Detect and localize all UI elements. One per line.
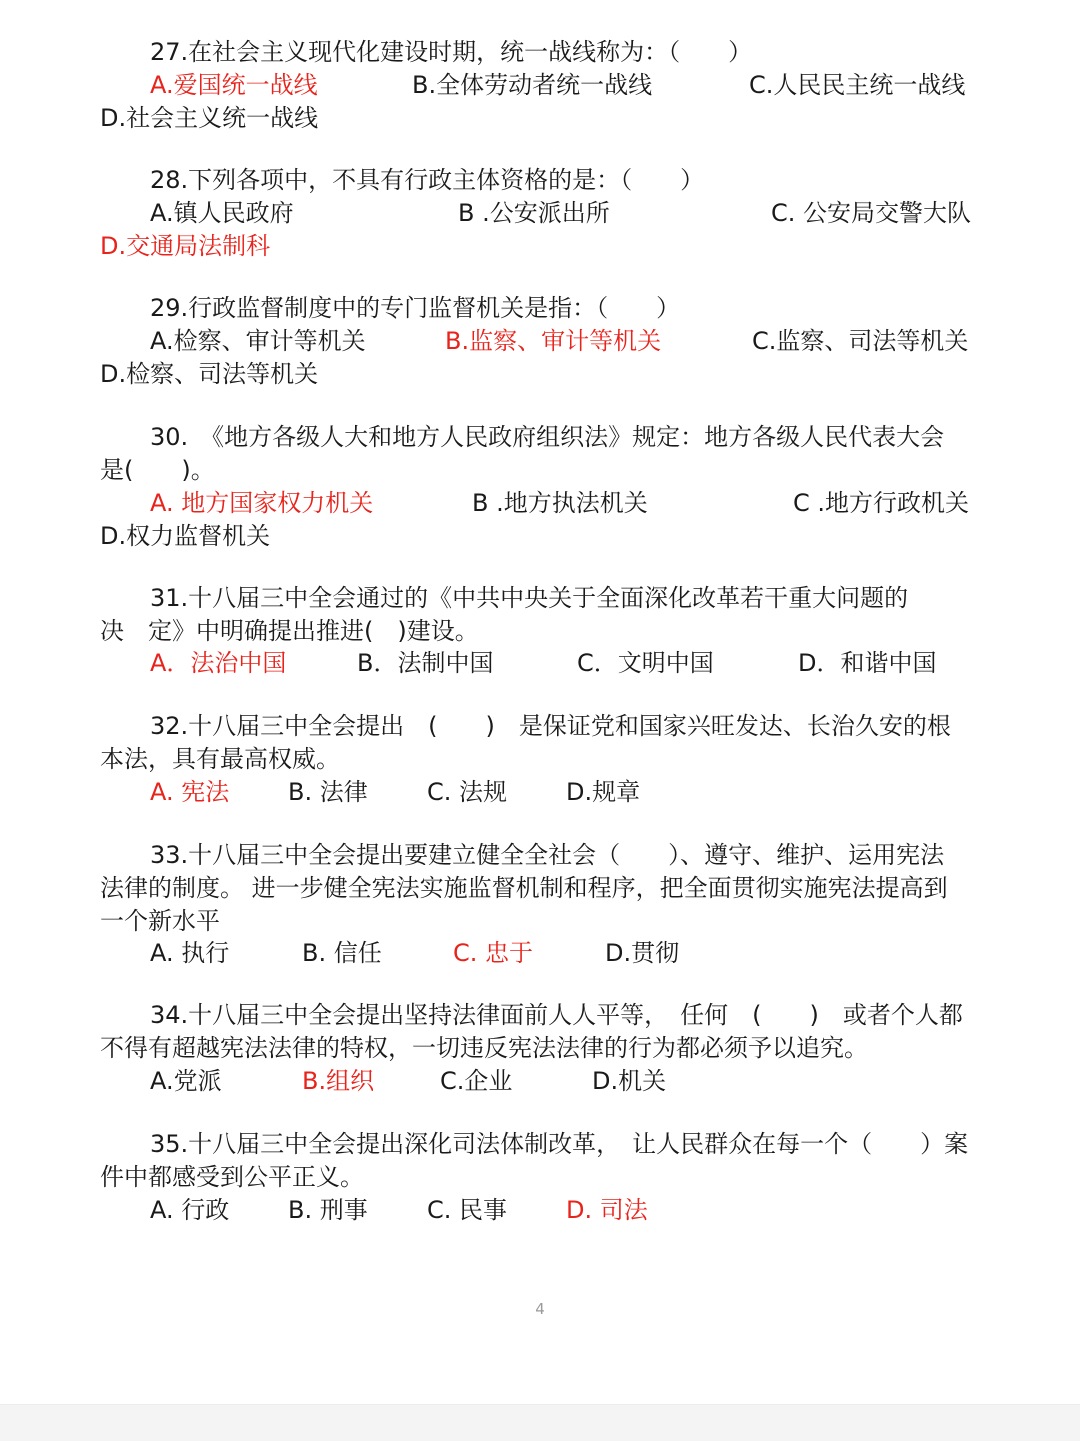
option-b: B.全体劳动者统一战线	[412, 71, 653, 99]
question-text-cont: 决 定》中明确提出推进( )建设。	[100, 617, 479, 645]
option-b: B .公安派出所	[458, 199, 610, 227]
option-b: B. 信任	[302, 939, 382, 967]
option-d: D.规章	[566, 778, 641, 806]
option-a: A.镇人民政府	[150, 199, 294, 227]
option-d: D.社会主义统一战线	[100, 104, 319, 132]
option-d: D.交通局法制科	[100, 232, 271, 260]
option-d: D. 司法	[566, 1196, 648, 1224]
question-text: 28.下列各项中，不具有行政主体资格的是：（ ）	[150, 166, 705, 194]
question-text-cont: 件中都感受到公平正义。	[100, 1163, 364, 1191]
option-a: A. 宪法	[150, 778, 230, 806]
question-text: 30. 《地方各级人大和地方人民政府组织法》规定：地方各级人民代表大会	[150, 423, 945, 451]
question-text-cont: 法律的制度。 进一步健全宪法实施监督机制和程序，把全面贯彻实施宪法提高到	[100, 874, 948, 902]
option-c: C.企业	[440, 1067, 513, 1095]
question-text: 27.在社会主义现代化建设时期，统一战线称为：（ ）	[150, 38, 753, 66]
question-text-cont: 本法，具有最高权威。	[100, 745, 340, 773]
question-text: 35.十八届三中全会提出深化司法体制改革， 让人民群众在每一个（ ）案	[150, 1130, 969, 1158]
question-text: 33.十八届三中全会提出要建立健全全社会（ ）、遵守、维护、运用宪法	[150, 841, 945, 869]
question-text-cont: 一个新水平	[100, 907, 220, 935]
question-text: 29.行政监督制度中的专门监督机关是指：（ ）	[150, 294, 681, 322]
option-b: B.监察、审计等机关	[445, 327, 662, 355]
option-c: C. 民事	[427, 1196, 508, 1224]
question-text: 31.十八届三中全会通过的《中共中央关于全面深化改革若干重大问题的	[150, 584, 909, 612]
option-b: B．法制中国	[357, 649, 494, 677]
option-c: C. 公安局交警大队	[771, 199, 972, 227]
option-d: D．和谐中国	[798, 649, 937, 677]
option-b: B.组织	[302, 1067, 375, 1095]
option-d: D.检察、司法等机关	[100, 360, 319, 388]
option-a: A．法治中国	[150, 649, 287, 677]
option-c: C. 忠于	[453, 939, 534, 967]
option-b: B .地方执法机关	[472, 489, 648, 517]
option-d: D.权力监督机关	[100, 522, 271, 550]
option-c: C．文明中国	[577, 649, 714, 677]
option-d: D.机关	[592, 1067, 667, 1095]
option-b: B. 刑事	[288, 1196, 368, 1224]
option-c: C .地方行政机关	[793, 489, 970, 517]
option-a: A. 地方国家权力机关	[150, 489, 374, 517]
option-a: A. 执行	[150, 939, 230, 967]
question-text: 32.十八届三中全会提出 ( ) 是保证党和国家兴旺发达、长治久安的根	[150, 712, 951, 740]
option-a: A. 行政	[150, 1196, 230, 1224]
option-c: C. 法规	[427, 778, 508, 806]
option-a: A.党派	[150, 1067, 222, 1095]
bottom-bar	[0, 1404, 1080, 1441]
page-number: 4	[535, 1300, 545, 1318]
option-c: C.监察、司法等机关	[752, 327, 969, 355]
option-a: A.检察、审计等机关	[150, 327, 366, 355]
question-text-cont: 不得有超越宪法法律的特权，一切违反宪法法律的行为都必须予以追究。	[100, 1034, 868, 1062]
question-text: 34.十八届三中全会提出坚持法律面前人人平等， 任何 ( ) 或者个人都	[150, 1001, 963, 1029]
option-b: B. 法律	[288, 778, 368, 806]
option-a: A.爱国统一战线	[150, 71, 318, 99]
option-d: D.贯彻	[605, 939, 680, 967]
option-c: C.人民民主统一战线	[749, 71, 966, 99]
question-text-cont: 是( )。	[100, 456, 215, 484]
